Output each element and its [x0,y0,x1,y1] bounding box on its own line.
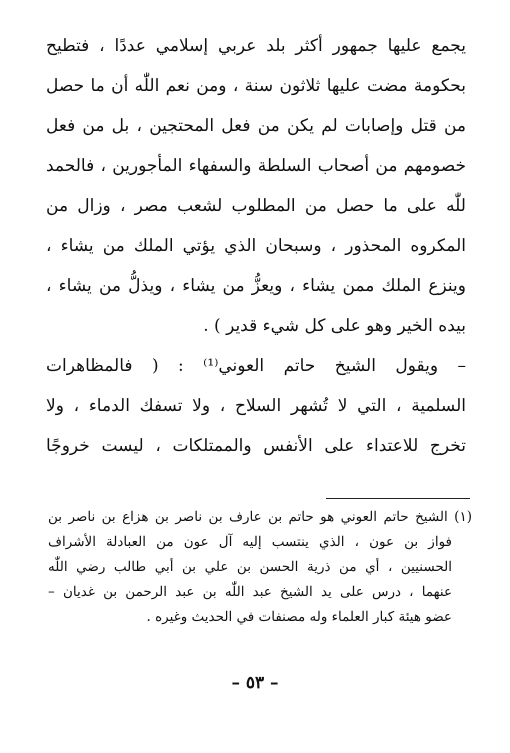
page-number: – ٥٣ – [231,673,279,693]
footnote-line-4: عنهما ، درس على يد الشيخ عبد اللّٰه بن عبد الرحمن بن غديان – [48,584,452,600]
body-line-2: بحكومة مضت عليها ثلاثون سنة ، ومن نعم اللّٰه أن ما حصل [46,76,466,96]
body-line-6: المكروه المحذور ، وسبحان الذي يؤتي الملك من يشاء ، [46,236,466,256]
body-line-3: من قتل وإصابات لم يكن من فعل المحتجين ، بل من فعل [46,116,466,136]
footnote-block [48,505,472,630]
body-line-4: خصومهم من أصحاب السلطة والسفهاء المأجورين ، فالحمد [46,156,466,176]
body-line-10: السلمية ، التي لا تُشهر السلاح ، ولا تسفك الدماء ، ولا [46,396,466,416]
body-line-8: بيده الخير وهو على كل شيء قدير ) . [203,316,466,336]
footnote-line-1: (١) الشيخ حاتم العوني هو حاتم بن عارف بن ناصر بن هزاع بن ناصر بن [48,509,472,525]
footnote-line-3: الحسنيين ، أي من ذرية الحسن بن علي بن أبي طالب رضي اللّٰه [48,559,452,575]
body-line-7: وينزع الملك ممن يشاء ، ويعزُّ من يشاء ، ويذلُّ من يشاء ، [46,276,466,296]
body-line-5: للّٰه على ما حصل من المطلوب لشعب مصر ، وزال من [46,196,466,216]
body-line-1: يجمع عليها جمهور أكثر بلد عربي إسلامي عددًا ، فتطيح [46,36,466,56]
main-text-block [46,26,466,466]
body-line-11: تخرج للاعتداء على الأنفس والممتلكات ، ليست خروجًا [46,436,466,456]
footnote-divider [326,498,470,499]
body-line-9: – ويقول الشيخ حاتم العوني⁽¹⁾ : ( فالمظاهرات [46,356,466,376]
footnote-line-5: عضو هيئة كبار العلماء وله مصنفات في الحديث وغيره . [146,609,452,625]
footnote-line-2: فواز بن عون ، الذي ينتسب إليه آل عون من العبادلة الأشراف [48,534,452,550]
